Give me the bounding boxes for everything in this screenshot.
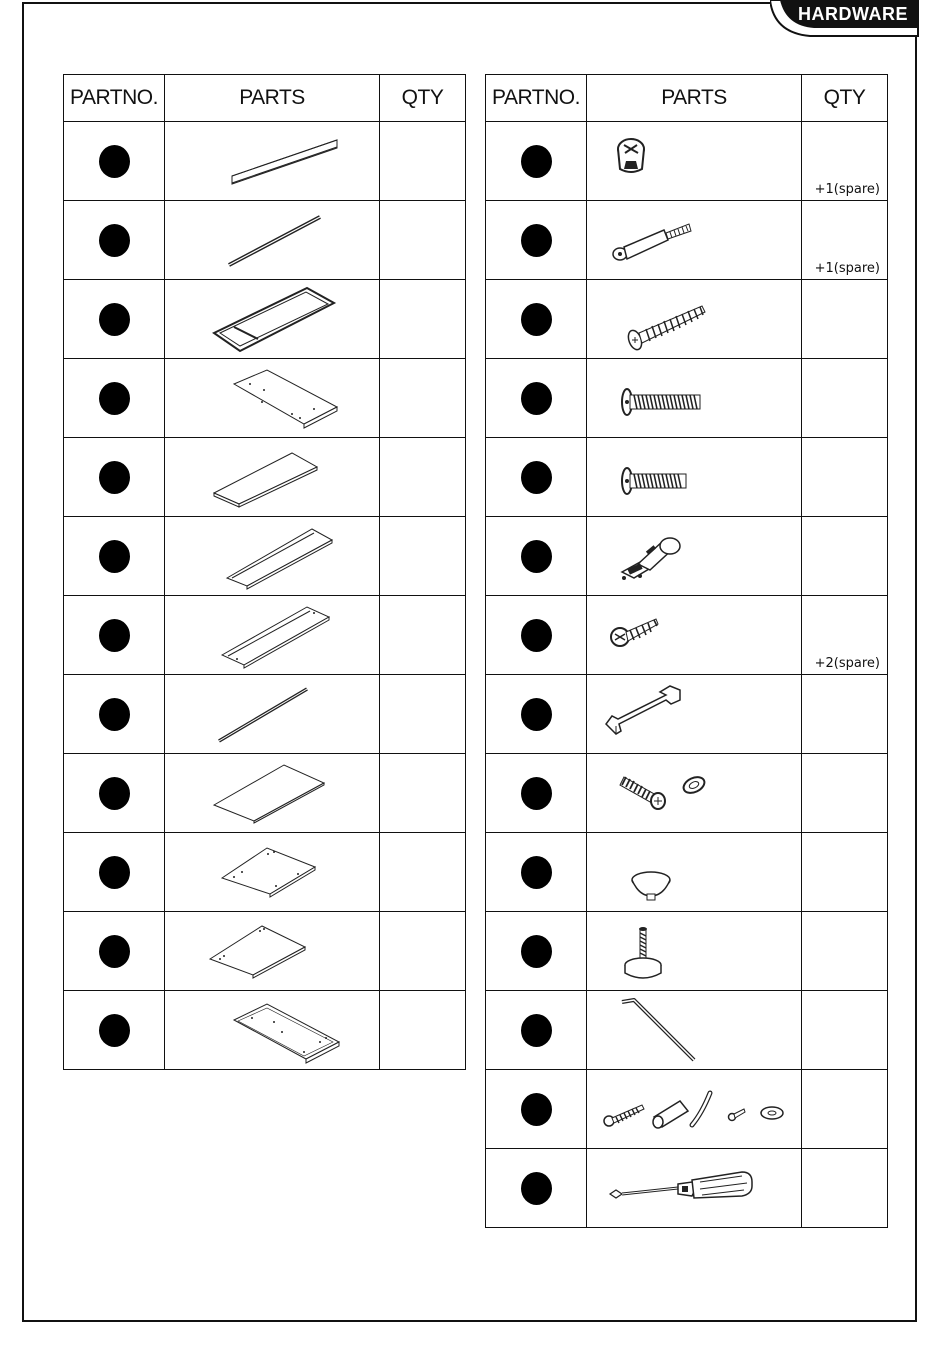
part-number-marker — [521, 382, 552, 415]
part-image-cell — [165, 359, 380, 438]
small-screw-icon — [594, 599, 794, 671]
allen-key-icon — [594, 994, 794, 1066]
qty-cell — [802, 596, 888, 675]
right-parts-table — [485, 74, 888, 1228]
screwdriver-icon — [592, 1152, 797, 1224]
part-number-marker — [99, 935, 130, 968]
part-image-cell — [165, 675, 380, 754]
part-number-marker — [521, 461, 552, 494]
qty-cell — [802, 675, 888, 754]
part-image-cell — [587, 912, 802, 991]
part-number-marker — [521, 698, 552, 731]
table-row — [486, 359, 888, 438]
part-image-cell — [165, 754, 380, 833]
qty-cell — [380, 754, 466, 833]
part-image-cell — [587, 675, 802, 754]
table-row — [486, 517, 888, 596]
part-number-cell — [64, 359, 165, 438]
table-row — [64, 201, 466, 280]
part-image-cell — [587, 991, 802, 1070]
part-number-cell — [486, 754, 587, 833]
table-row — [486, 833, 888, 912]
table-row — [486, 122, 888, 201]
part-image-cell — [587, 438, 802, 517]
table-row — [486, 1070, 888, 1149]
panel-small-holes-icon — [172, 836, 372, 908]
header-partno: PARTNO. — [64, 75, 165, 122]
qty-cell — [380, 833, 466, 912]
part-number-cell — [486, 201, 587, 280]
table-header-row — [486, 75, 888, 122]
part-image-cell — [587, 280, 802, 359]
table-row — [486, 675, 888, 754]
part-number-cell — [64, 517, 165, 596]
wood-screw-icon — [594, 283, 794, 355]
part-image-cell — [165, 991, 380, 1070]
part-number-cell — [486, 1070, 587, 1149]
part-number-cell — [486, 517, 587, 596]
part-number-marker — [99, 856, 130, 889]
part-number-cell — [486, 675, 587, 754]
panel-small-corner-holes-icon — [172, 915, 372, 987]
table-row — [64, 833, 466, 912]
qty-spare-note: +1(spare) — [814, 182, 880, 197]
qty-cell — [802, 833, 888, 912]
handle-icon — [594, 678, 794, 750]
qty-cell — [380, 280, 466, 359]
part-number-cell — [64, 675, 165, 754]
part-number-marker — [521, 540, 552, 573]
part-image-cell — [587, 833, 802, 912]
leveling-foot-icon — [594, 915, 794, 987]
part-image-cell — [587, 122, 802, 201]
part-image-cell — [165, 833, 380, 912]
part-number-cell — [64, 596, 165, 675]
part-number-marker — [521, 1093, 552, 1126]
qty-cell — [802, 517, 888, 596]
table-row — [64, 675, 466, 754]
header-qty: QTY — [802, 75, 888, 122]
part-image-cell — [165, 596, 380, 675]
table-row — [64, 754, 466, 833]
part-number-cell — [486, 991, 587, 1070]
part-number-marker — [99, 540, 130, 573]
panel-long-narrow-icon — [172, 126, 372, 196]
part-number-cell — [486, 833, 587, 912]
short-bolt-icon — [594, 441, 794, 513]
part-number-cell — [486, 438, 587, 517]
part-image-cell — [587, 1070, 802, 1149]
table-row — [64, 359, 466, 438]
header-parts: PARTS — [587, 75, 802, 122]
qty-cell — [380, 517, 466, 596]
part-number-marker — [99, 145, 130, 178]
part-image-cell — [587, 754, 802, 833]
table-row — [64, 122, 466, 201]
table-row — [64, 280, 466, 359]
panel-large-drilled-icon — [172, 994, 372, 1066]
part-number-cell — [64, 280, 165, 359]
hinge-icon — [594, 520, 794, 592]
part-number-marker — [521, 1014, 552, 1047]
long-bolt-icon — [594, 362, 794, 434]
table-row — [64, 438, 466, 517]
qty-cell — [802, 359, 888, 438]
screw-washer-icon — [594, 757, 794, 829]
table-row — [486, 201, 888, 280]
section-tab-label: HARDWARE — [798, 4, 908, 24]
panel-grooved-icon — [172, 520, 372, 592]
table-row — [486, 754, 888, 833]
part-number-marker — [99, 777, 130, 810]
rail-icon — [172, 678, 372, 750]
part-number-cell — [64, 122, 165, 201]
part-number-cell — [64, 438, 165, 517]
part-number-marker — [99, 698, 130, 731]
part-image-cell — [587, 1149, 802, 1228]
part-number-marker — [521, 777, 552, 810]
header-partno: PARTNO. — [486, 75, 587, 122]
part-number-cell — [64, 991, 165, 1070]
qty-cell — [802, 280, 888, 359]
part-image-cell — [587, 201, 802, 280]
part-number-marker — [99, 382, 130, 415]
qty-cell — [802, 991, 888, 1070]
part-number-cell — [486, 912, 587, 991]
cam-bolt-icon — [594, 204, 794, 276]
part-number-cell — [486, 359, 587, 438]
part-number-cell — [64, 201, 165, 280]
part-image-cell — [165, 438, 380, 517]
table-row — [486, 1149, 888, 1228]
part-number-cell — [64, 912, 165, 991]
qty-cell — [802, 1070, 888, 1149]
qty-cell — [802, 438, 888, 517]
qty-cell — [380, 596, 466, 675]
table-row — [64, 991, 466, 1070]
part-number-marker — [521, 935, 552, 968]
qty-cell — [380, 122, 466, 201]
foot-glide-icon — [594, 836, 794, 908]
table-header-row — [64, 75, 466, 122]
table-row — [64, 517, 466, 596]
rod-icon — [172, 205, 372, 275]
table-row — [486, 596, 888, 675]
part-number-marker — [521, 145, 552, 178]
part-image-cell — [165, 201, 380, 280]
part-number-cell — [64, 833, 165, 912]
qty-spare-note: +1(spare) — [814, 261, 880, 276]
qty-cell — [380, 991, 466, 1070]
part-number-marker — [99, 1014, 130, 1047]
part-number-marker — [99, 461, 130, 494]
table-row — [64, 596, 466, 675]
header-parts: PARTS — [165, 75, 380, 122]
left-parts-table — [63, 74, 466, 1070]
table-row — [64, 912, 466, 991]
qty-cell — [802, 1149, 888, 1228]
wall-anchor-kit-icon — [592, 1073, 797, 1145]
panel-grooved-holes-icon — [172, 599, 372, 671]
qty-cell — [380, 675, 466, 754]
qty-cell — [380, 201, 466, 280]
qty-spare-note: +2(spare) — [814, 656, 880, 671]
table-row — [486, 912, 888, 991]
part-image-cell — [165, 517, 380, 596]
part-number-cell — [64, 754, 165, 833]
part-image-cell — [587, 517, 802, 596]
part-number-marker — [521, 619, 552, 652]
part-number-marker — [521, 856, 552, 889]
part-number-cell — [486, 122, 587, 201]
part-number-marker — [521, 303, 552, 336]
part-number-cell — [486, 596, 587, 675]
qty-cell — [802, 122, 888, 201]
qty-cell — [380, 359, 466, 438]
qty-cell — [802, 754, 888, 833]
frame-icon — [172, 283, 372, 355]
part-image-cell — [587, 359, 802, 438]
section-tab — [770, 0, 920, 36]
part-number-marker — [99, 303, 130, 336]
qty-cell — [380, 438, 466, 517]
panel-plain-icon — [172, 441, 372, 513]
part-number-cell — [486, 280, 587, 359]
cam-lock-icon — [594, 125, 794, 197]
table-row — [486, 438, 888, 517]
part-number-marker — [521, 224, 552, 257]
qty-cell — [380, 912, 466, 991]
part-number-marker — [521, 1172, 552, 1205]
header-qty: QTY — [380, 75, 466, 122]
panel-drilled-icon — [172, 362, 372, 434]
part-image-cell — [165, 280, 380, 359]
part-number-cell — [486, 1149, 587, 1228]
part-number-marker — [99, 619, 130, 652]
panel-wide-icon — [172, 757, 372, 829]
part-number-marker — [99, 224, 130, 257]
table-row — [486, 991, 888, 1070]
qty-cell — [802, 201, 888, 280]
part-image-cell — [165, 122, 380, 201]
part-image-cell — [165, 912, 380, 991]
qty-cell — [802, 912, 888, 991]
table-row — [486, 280, 888, 359]
part-image-cell — [587, 596, 802, 675]
